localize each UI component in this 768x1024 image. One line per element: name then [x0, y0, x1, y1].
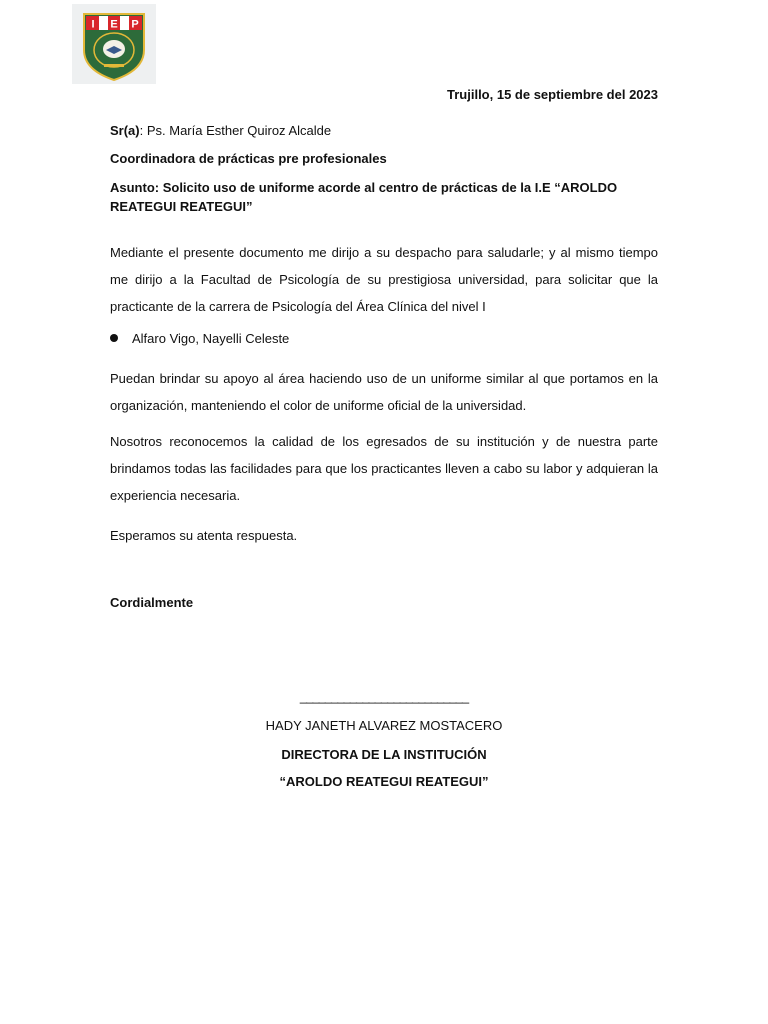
bullet-text: Alfaro Vigo, Nayelli Celeste: [132, 331, 290, 346]
school-logo: [72, 4, 156, 84]
signature-line: ___________________________: [299, 689, 469, 704]
shield-crest-icon: [72, 4, 156, 84]
recipient-role: Coordinadora de prácticas pre profesionales: [110, 151, 387, 166]
signatory-institution: “AROLDO REATEGUI REATEGUI”: [279, 774, 489, 789]
signatory-name: HADY JANETH ALVAREZ MOSTACERO: [265, 718, 503, 733]
body-paragraph-3: Nosotros reconocemos la calidad de los egresados de su institución y de nuestra parte brindamos todas las facilidades para que los practicantes lleven a cabo su labor y adquieran la experiencia necesaria.: [110, 434, 658, 503]
logo-letter: I: [91, 18, 95, 31]
logo-letter: P: [131, 18, 139, 31]
letter-subject: Asunto: Solicito uso de uniforme acorde al centro de prácticas de la I.E “AROLDO REATEGUI REATEGUI”: [110, 180, 618, 214]
logo-letter: E: [110, 18, 118, 31]
recipient-prefix: Sr(a): [110, 123, 140, 138]
body-paragraph-1: Mediante el presente documento me dirijo a su despacho para saludarle; y al mismo tiempo me dirijo a la Facultad de Psicología de su prestigiosa universidad, para solicitar que la practicante de la carrera de Psicología del Área Clínica del nivel I: [110, 245, 658, 314]
closing-text: Cordialmente: [110, 595, 194, 610]
recipient-name: : Ps. María Esther Quiroz Alcalde: [139, 123, 332, 138]
bullet-icon: [110, 334, 118, 342]
recipient-line: [110, 123, 331, 138]
bullet-list-item: [110, 331, 289, 346]
body-paragraph-2: Puedan brindar su apoyo al área haciendo uso de un uniforme similar al que portamos en la organización, manteniendo el color de uniforme oficial de la universidad.: [110, 371, 658, 413]
letter-date: Trujillo, 15 de septiembre del 2023: [447, 87, 658, 102]
signatory-title: DIRECTORA DE LA INSTITUCIÓN: [281, 747, 487, 762]
body-paragraph-4: Esperamos su atenta respuesta.: [110, 528, 298, 543]
